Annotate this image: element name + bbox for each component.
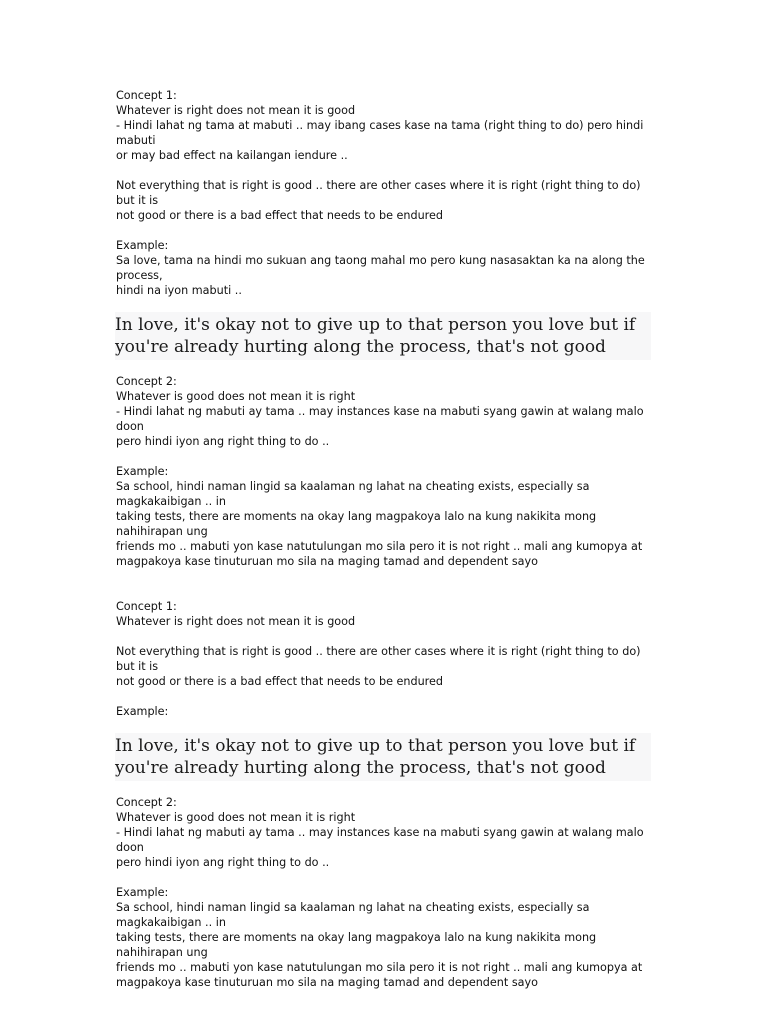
example-2-label: Example: (116, 886, 169, 899)
example-2-line-3: friends mo .. mabuti yon kase natutulungan mo sila pero it is not right .. mali ang kumopya at (116, 540, 643, 553)
concept-2-statement: Whatever is good does not mean it is right (116, 811, 356, 824)
section-block-1 (116, 88, 656, 569)
concept-2-tagalog-line-2: pero hindi iyon ang right thing to do .. (116, 856, 330, 869)
example-2-line-2: taking tests, there are moments na okay lang magpakoya lalo na kung nakikita mong nahihirapan ung (116, 931, 597, 959)
spacer (116, 449, 656, 464)
concept-1-statement: Whatever is right does not mean it is good (116, 615, 356, 628)
spacer (116, 689, 656, 704)
concept-1-tagalog-line-2: or may bad effect na kailangan iendure .. (116, 149, 348, 162)
highlighted-quote: In love, it's okay not to give up to that person you love but if you're already hurting along the process, that's not good (115, 733, 651, 781)
spacer (116, 629, 656, 644)
concept-1-english-line-1: Not everything that is right is good .. there are other cases where it is right (right thing to do) but it is (116, 645, 641, 673)
example-2-line-3: friends mo .. mabuti yon kase natutulungan mo sila pero it is not right .. mali ang kumopya at (116, 961, 643, 974)
document-page (116, 88, 656, 990)
example-2-line-4: magpakoya kase tinuturuan mo sila na maging tamad and dependent sayo (116, 976, 538, 989)
example-1-line-2: hindi na iyon mabuti .. (116, 284, 242, 297)
spacer (116, 223, 656, 238)
concept-1-english-line-1: Not everything that is right is good .. there are other cases where it is right (right thing to do) but it is (116, 179, 641, 207)
example-1-line-1: Sa love, tama na hindi mo sukuan ang taong mahal mo pero kung nasasaktan ka na along the process, (116, 254, 645, 282)
concept-2-tagalog-line-2: pero hindi iyon ang right thing to do .. (116, 435, 330, 448)
example-1-label: Example: (116, 239, 169, 252)
concept-1-title: Concept 1: (116, 600, 177, 613)
concept-2-title: Concept 2: (116, 796, 177, 809)
spacer (116, 298, 656, 308)
example-2-line-1: Sa school, hindi naman lingid sa kaalaman ng lahat na cheating exists, especially sa magkakaibigan .. in (116, 901, 590, 929)
concept-2-tagalog-line-1: - Hindi lahat ng mabuti ay tama .. may instances kase na mabuti syang gawin at walang malo doon (116, 826, 644, 854)
concept-1-tagalog-line-1: - Hindi lahat ng tama at mabuti .. may ibang cases kase na tama (right thing to do) pero hindi mabuti (116, 119, 644, 147)
example-2-label: Example: (116, 465, 169, 478)
concept-2-tagalog-line-1: - Hindi lahat ng mabuti ay tama .. may instances kase na mabuti syang gawin at walang malo doon (116, 405, 644, 433)
example-2-line-1: Sa school, hindi naman lingid sa kaalaman ng lahat na cheating exists, especially sa magkakaibigan .. in (116, 480, 590, 508)
example-2-line-2: taking tests, there are moments na okay lang magpakoya lalo na kung nakikita mong nahihirapan ung (116, 510, 597, 538)
spacer (116, 163, 656, 178)
concept-2-title: Concept 2: (116, 375, 177, 388)
spacer (116, 870, 656, 885)
section-spacer (116, 569, 656, 599)
concept-1-english-line-2: not good or there is a bad effect that needs to be endured (116, 209, 444, 222)
highlighted-quote: In love, it's okay not to give up to that person you love but if you're already hurting along the process, that's not good (115, 312, 651, 360)
concept-1-title: Concept 1: (116, 89, 177, 102)
concept-2-statement: Whatever is good does not mean it is right (116, 390, 356, 403)
example-1-label: Example: (116, 705, 169, 718)
example-2-line-4: magpakoya kase tinuturuan mo sila na maging tamad and dependent sayo (116, 555, 538, 568)
concept-1-english-line-2: not good or there is a bad effect that needs to be endured (116, 675, 444, 688)
spacer (116, 719, 656, 729)
concept-1-statement: Whatever is right does not mean it is good (116, 104, 356, 117)
section-block-2 (116, 599, 656, 990)
